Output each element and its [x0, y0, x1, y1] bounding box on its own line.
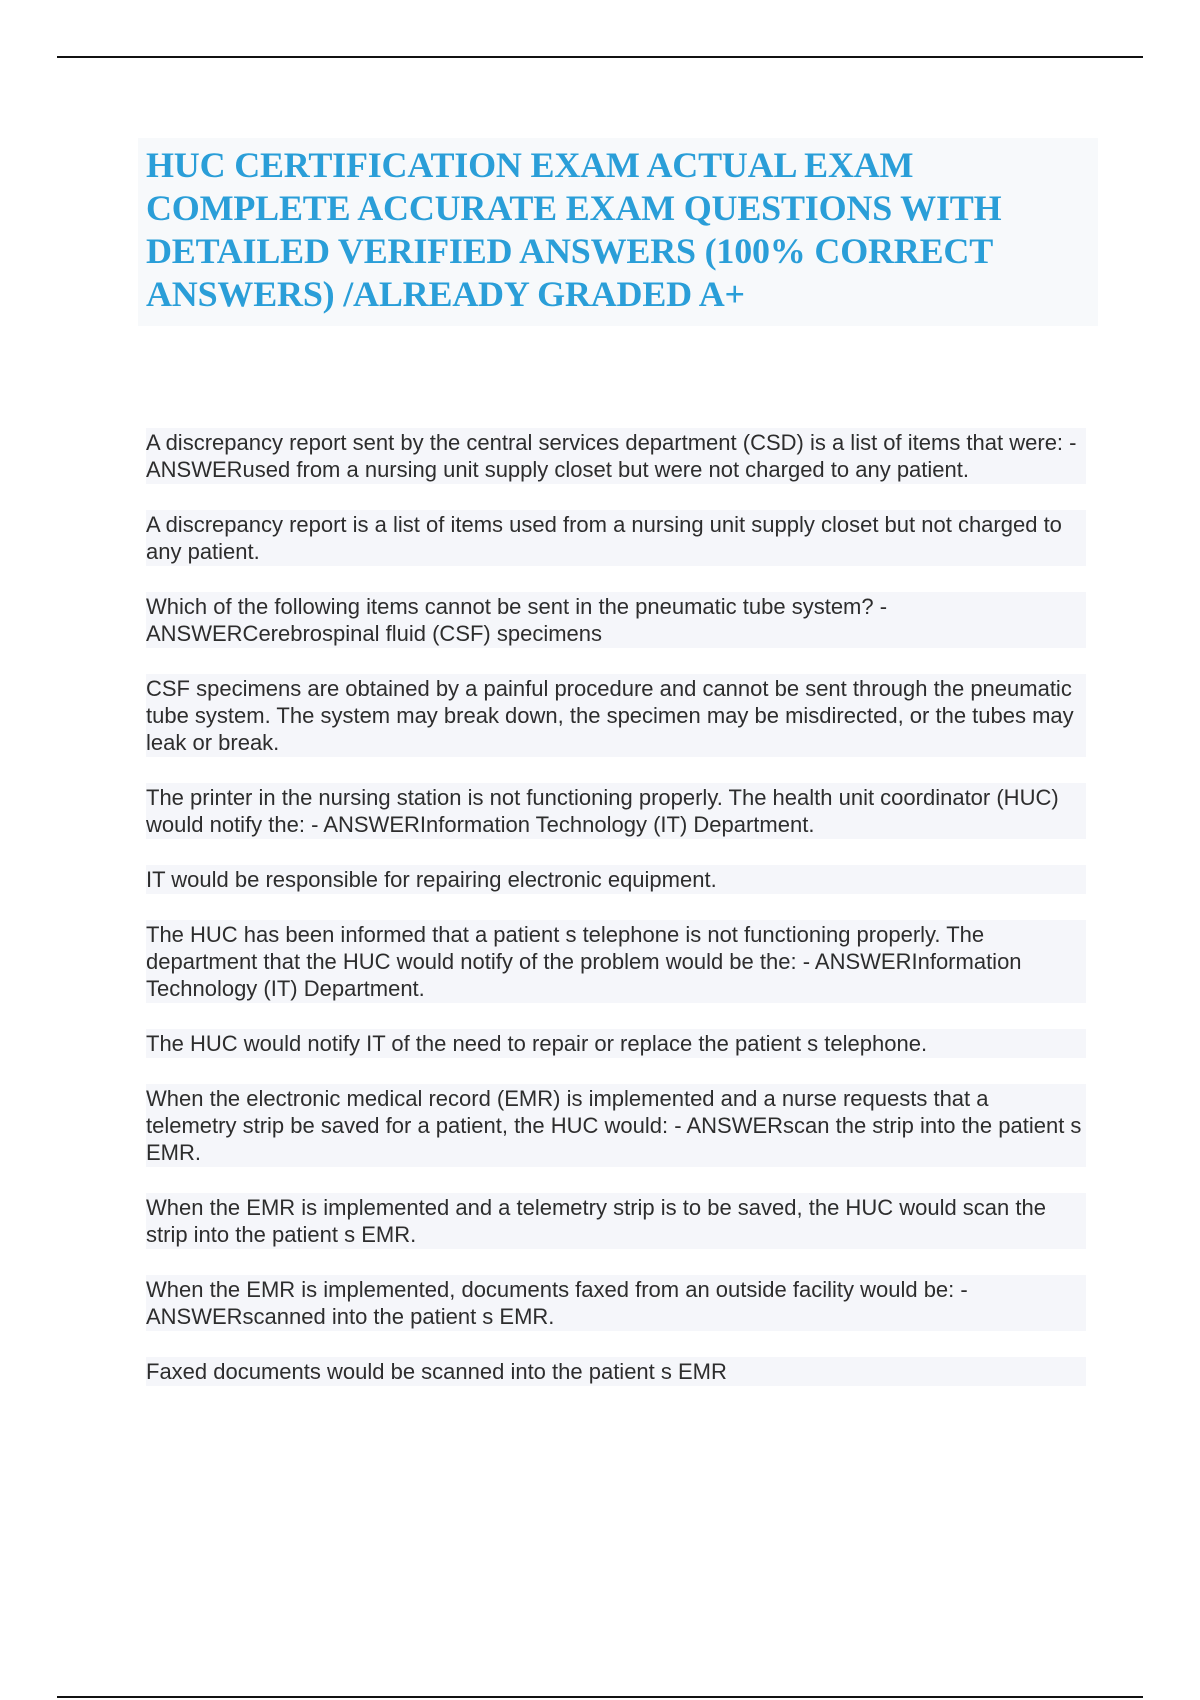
- explanation-6: Faxed documents would be scanned into the patient s EMR: [146, 1357, 1086, 1386]
- explanation-4: The HUC would notify IT of the need to repair or replace the patient s telephone.: [146, 1029, 1086, 1058]
- question-3: The printer in the nursing station is not functioning properly. The health unit coordinator (HUC) would notify the: - ANSWERInformation Technology (IT) Department.: [146, 783, 1086, 839]
- bottom-divider: [57, 1696, 1143, 1698]
- document-body: [146, 428, 1086, 1412]
- title-block: [138, 138, 1098, 326]
- document-title: HUC CERTIFICATION EXAM ACTUAL EXAM COMPLETE ACCURATE EXAM QUESTIONS WITH DETAILED VERIFIED ANSWERS (100% CORRECT ANSWERS) /ALREADY GRADED A+: [146, 145, 1002, 314]
- question-5: When the electronic medical record (EMR) is implemented and a nurse requests that a telemetry strip be saved for a patient, the HUC would: - ANSWERscan the strip into the patient s EMR.: [146, 1084, 1086, 1167]
- question-4: The HUC has been informed that a patient s telephone is not functioning properly. The department that the HUC would notify of the problem would be the: - ANSWERInformation Technology (IT) Department.: [146, 920, 1086, 1003]
- question-6: When the EMR is implemented, documents faxed from an outside facility would be: - ANSWERscanned into the patient s EMR.: [146, 1275, 1086, 1331]
- top-divider: [57, 56, 1143, 58]
- explanation-2: CSF specimens are obtained by a painful procedure and cannot be sent through the pneumatic tube system. The system may break down, the specimen may be misdirected, or the tubes may leak or break.: [146, 674, 1086, 757]
- question-1: A discrepancy report sent by the central services department (CSD) is a list of items that were: - ANSWERused from a nursing unit supply closet but were not charged to any patient.: [146, 428, 1086, 484]
- explanation-5: When the EMR is implemented and a telemetry strip is to be saved, the HUC would scan the strip into the patient s EMR.: [146, 1193, 1086, 1249]
- question-2: Which of the following items cannot be sent in the pneumatic tube system? - ANSWERCerebrospinal fluid (CSF) specimens: [146, 592, 1086, 648]
- explanation-3: IT would be responsible for repairing electronic equipment.: [146, 865, 1086, 894]
- explanation-1: A discrepancy report is a list of items used from a nursing unit supply closet but not charged to any patient.: [146, 510, 1086, 566]
